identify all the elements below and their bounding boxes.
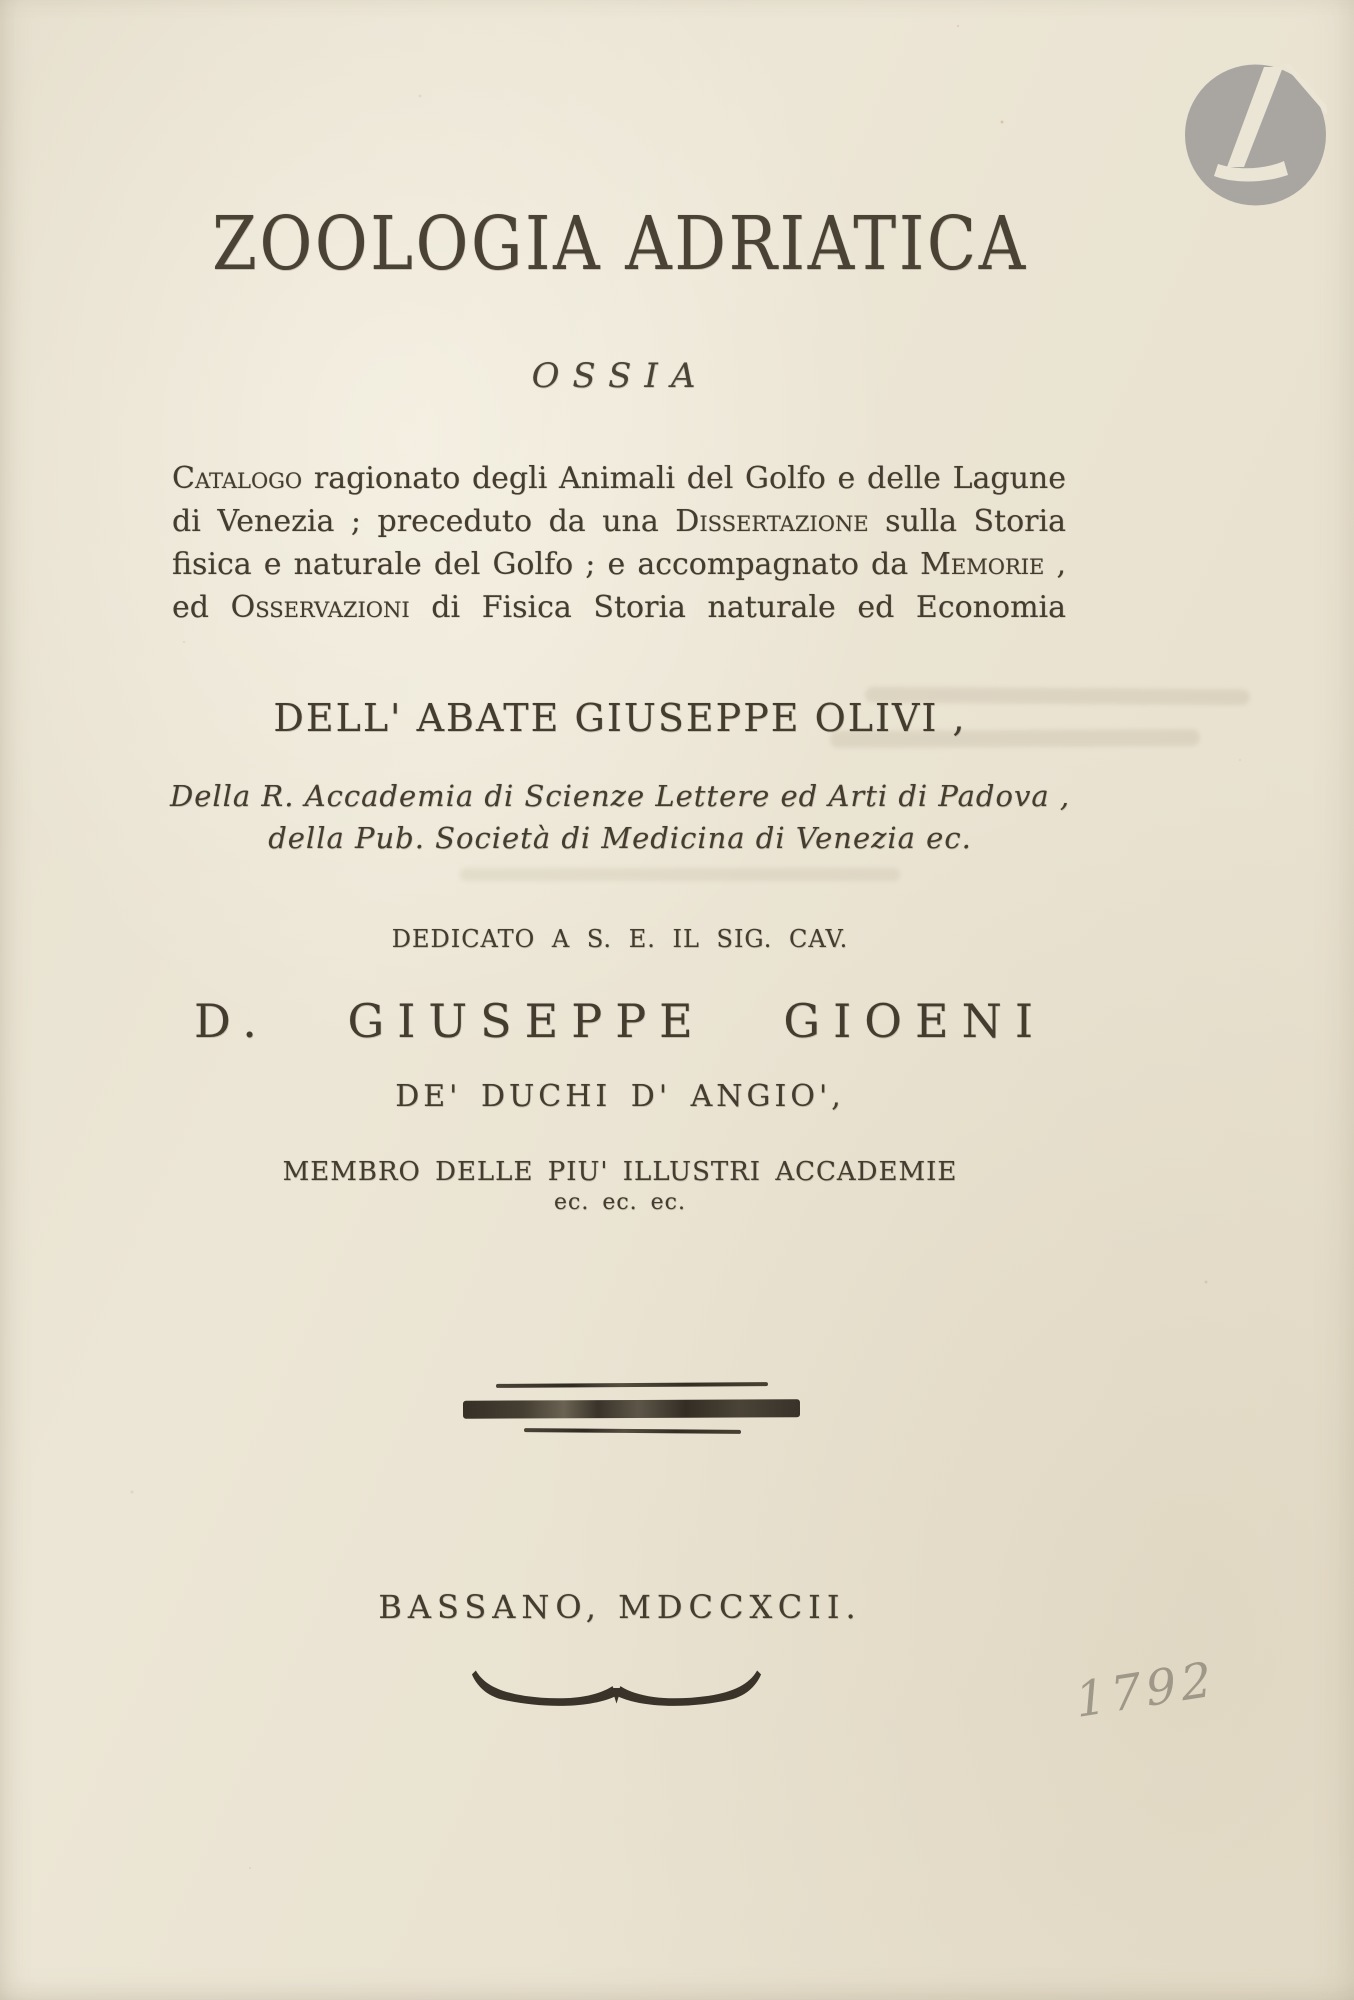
bleedthrough-smudge — [460, 868, 900, 881]
description-paragraph — [172, 457, 1066, 629]
subtitle-ossia: OSSIA — [531, 356, 709, 396]
handwritten-year-annotation: 1792 — [1072, 1650, 1220, 1730]
brace-ornament — [470, 1666, 763, 1712]
paragraph-line: ed Osservazioni di Fisica Storia naturale ed Economia — [172, 590, 1066, 625]
dedicatee-membership: MEMBRO DELLE PIU' ILLUSTRI ACCADEMIE — [282, 1157, 958, 1187]
rule-thin-bottom — [524, 1428, 741, 1434]
dedicatee-name: D. GIUSEPPE GIOENI — [194, 994, 1046, 1048]
double-rule-ornament — [0, 1380, 1354, 1440]
rule-thick-bar — [463, 1399, 800, 1418]
etcetera-line: ec. ec. ec. — [554, 1190, 686, 1215]
paragraph-line: Catalogo ragionato degli Animali del Golfo e delle Lagune — [172, 461, 1066, 496]
author-line: DELL' ABATE GIUSEPPE OLIVI , — [273, 696, 967, 740]
rule-thin-top — [496, 1382, 768, 1388]
affiliation-line-2: della Pub. Società di Medicina di Venezia ec. — [268, 821, 972, 855]
watermark-logo-icon — [1184, 64, 1327, 207]
paragraph-line: fisica e naturale del Golfo ; e accompagnato da Memorie , — [172, 547, 1066, 582]
imprint-line: BASSANO, MDCCXCII. — [378, 1588, 862, 1626]
dedication-intro: DEDICATO A S. E. IL SIG. CAV. — [391, 925, 849, 953]
paragraph-line: di Venezia ; preceduto da una Dissertazione sulla Storia — [172, 504, 1066, 539]
affiliation-line-1: Della R. Accademia di Scienze Lettere ed Arti di Padova , — [169, 779, 1071, 813]
dedicatee-title: DE' DUCHI D' ANGIO', — [395, 1079, 845, 1114]
book-title: ZOOLOGIA ADRIATICA — [212, 201, 1028, 287]
